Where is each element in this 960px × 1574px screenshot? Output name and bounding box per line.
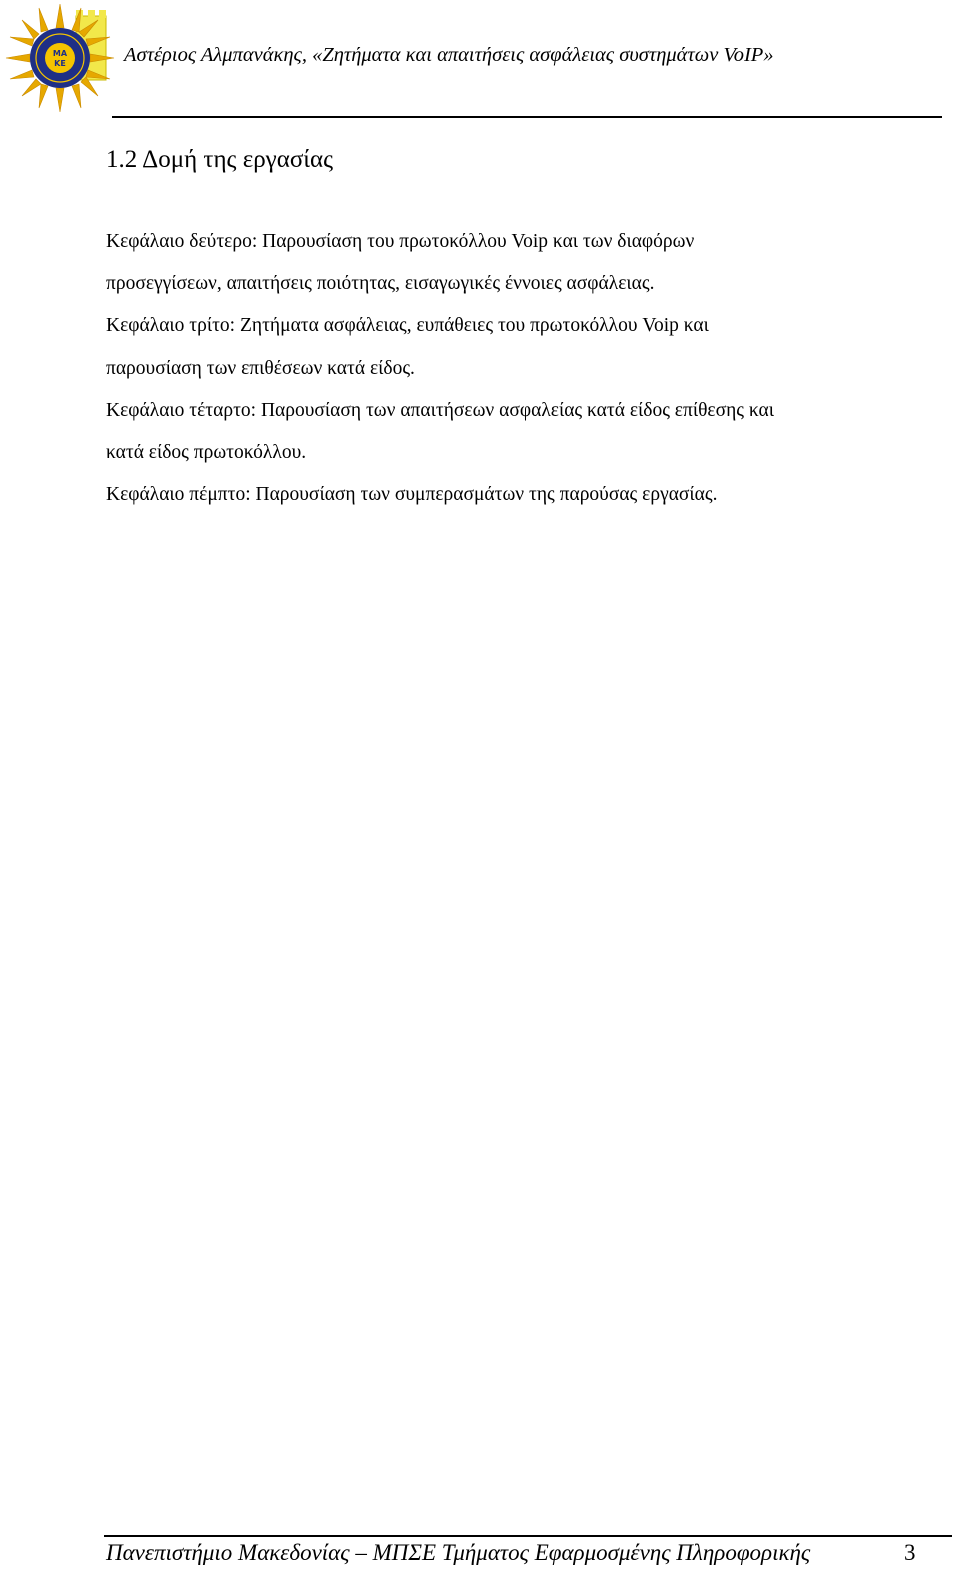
university-seal-logo: [4, 2, 116, 114]
page-number: 3: [904, 1540, 916, 1565]
section-title: 1.2 Δομή της εργασίας: [106, 146, 334, 173]
body-line-4: παρουσίαση των επιθέσεων κατά είδος.: [106, 358, 415, 379]
header-divider: [112, 116, 942, 118]
footer-divider: [104, 1535, 952, 1537]
body-line-1: Κεφάλαιο δεύτερο: Παρουσίαση του πρωτοκόλλου Voip και των διαφόρων: [106, 231, 695, 252]
svg-text:ΚΕ: ΚΕ: [54, 59, 66, 68]
svg-text:ΜΑ: ΜΑ: [52, 49, 68, 58]
body-line-6: κατά είδος πρωτοκόλλου.: [106, 442, 307, 463]
body-line-7: Κεφάλαιο πέμπτο: Παρουσίαση των συμπερασμάτων της παρούσας εργασίας.: [106, 484, 718, 505]
body-line-2: προσεγγίσεων, απαιτήσεις ποιότητας, εισαγωγικές έννοιες ασφάλειας.: [106, 273, 655, 294]
footer-text: Πανεπιστήμιο Μακεδονίας – ΜΠΣΕ Τμήματος Εφαρμοσμένης Πληροφορικής: [106, 1540, 811, 1565]
body-line-3: Κεφάλαιο τρίτο: Ζητήματα ασφάλειας, ευπάθειες του πρωτοκόλλου Voip και: [106, 315, 709, 336]
body-line-5: Κεφάλαιο τέταρτο: Παρουσίαση των απαιτήσεων ασφαλείας κατά είδος επίθεσης και: [106, 400, 775, 421]
running-header-title: Αστέριος Αλμπανάκης, «Ζητήματα και απαιτήσεις ασφάλειας συστημάτων VoIP»: [124, 44, 774, 66]
